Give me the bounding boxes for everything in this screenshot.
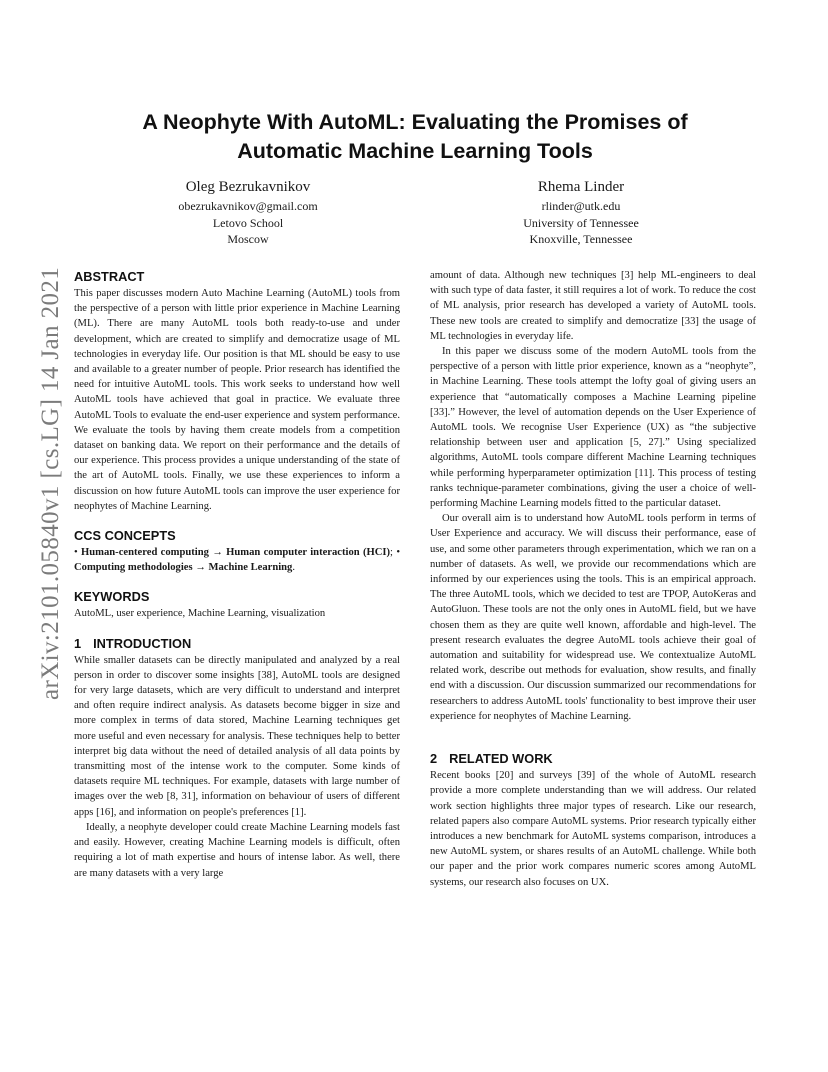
related-work-heading (430, 750, 756, 768)
bullet: • (74, 547, 82, 559)
keywords-text: AutoML, user experience, Machine Learning, visualization (74, 608, 326, 620)
author-block-1 (118, 178, 378, 248)
right-column (430, 268, 756, 890)
bullet: • (396, 547, 401, 559)
ccs-concepts (74, 545, 400, 575)
period: . (292, 562, 296, 574)
intro-paragraph-3: In this paper we discuss some of the modern AutoML tools from the perspective of a person with little prior experience, known as a “neophyte”, in Machine Learning. These tools attempt the lofty goal of giving users an experience that “automatically composes a Machine Learning pipeline [33].” However, the level of automation depends on the User Experience of AutoML tools. We recognise User Experience (UX) as “the subjective relationship between user and application [5, 27].” Using specialized algorithms, AutoML tools compare different Machine Learning techniques while performing hyperparameter optimization [11]. This process of testing ranks technique-parameter combinations, giving the user a choice of well-performing Machine Learning models fitted to the particular dataset. (430, 346, 756, 510)
section-number: 2 (430, 751, 438, 767)
arxiv-identifier: arXiv:2101.05840v1 [cs.LG] 14 Jan 2021 (37, 266, 64, 700)
author-affiliation: Letovo School (212, 215, 284, 230)
separator: ; (390, 547, 397, 559)
section-number: 1 (74, 635, 82, 651)
author-location: Moscow (227, 232, 269, 246)
author-block-2 (451, 178, 711, 248)
author-email: rlinder@utk.edu (541, 199, 621, 213)
intro-paragraph-2: Ideally, a neophyte developer could create Machine Learning models fast and easily. However, creating Machine Learning models is difficult, often requiring a lot of math expertise and hours of intense labor. As well, there are many datasets with a very large (74, 821, 400, 879)
author-name: Rhema Linder (537, 179, 625, 195)
abstract-text: This paper discusses modern Auto Machine Learning (AutoML) tools from the perspective of a person with little prior experience in Machine Learning (ML). There are many AutoML tools both ready-to-use and under development, which are created to simplify and democratize usage of ML technologies in everyday life. Our position is that ML should be easy to use and available to a greater number of people. Prior research has identified the need for intuitive AutoML tools. This work seeks to understand how well AutoML tools have achieved that goal in practice. We evaluate three AutoML Tools to evaluate the end-user experience and system performance. We evaluate the tools by having them create models from a competition dataset on banking data. We report on their performance and the details of our experience. This process provides a unique understanding of the state of the art of AutoML tools. Finally, we use these experiences to inform a discussion on how future AutoML tools can improve the user experience for neophytes of Machine Learning. (74, 288, 400, 512)
intro-paragraph-4: Our overall aim is to understand how AutoML tools perform in terms of User Experience and accuracy. We will discuss their performance, ease of use, and some other parameters through experimentation, which we ran on a number of datasets. As well, we provide our recommendations which are informed by our experiences using the tools. This is an empirical approach. The three AutoML tools, which we decided to test are TPOP, AutoKeras and AutoGluon. These tools are not the only ones in AutoML field, but we have chosen them as they are quite well known, affordable and high-level. The present research evaluates the degree AutoML tools achieve their goal of automation and suitability for widespread use. We contextualize AutoML related work, describe out methods for evaluation, show results, and finally end with a discussion. Our discussion summarized our recommendations for researchers to address AutoML tools' functionality to best improve their user experience for neophytes of Machine Learning. (430, 513, 756, 722)
related-paragraph-1: Recent books [20] and surveys [39] of the whole of AutoML research provide a more complete understanding than we will address. Our related work section highlights three major types of research. Like our research, related papers also compare AutoML systems. Prior research typically either introduces a new benchmark for AutoML systems comparison, introduces a new AutoML system, or shares results of an AutoML challenge. While both our paper and the prior work compares numeric scores among AutoML systems, our research also focuses on UX. (430, 770, 756, 888)
ccs-heading: CCS CONCEPTS (74, 528, 176, 544)
intro-paragraph-2-continued: amount of data. Although new techniques [3] help ML-engineers to deal with such type of data faster, it still requires a lot of work. To reduce the cost of ML analysis, prior research has developed a variety of AutoML tools. These new tools are created to simplify and democratize [33] the usage of ML technologies in everyday life. (430, 270, 756, 342)
title-line-1: A Neophyte With AutoML: Evaluating the Promises of (142, 110, 688, 134)
intro-heading (74, 635, 400, 653)
section-title: RELATED WORK (449, 751, 553, 767)
ccs-concept-1: Human-centered computing → Human computer interaction (HCI) (81, 547, 391, 559)
author-location: Knoxville, Tennessee (529, 232, 633, 246)
author-name: Oleg Bezrukavnikov (185, 179, 311, 195)
author-email: obezrukavnikov@gmail.com (178, 199, 318, 213)
keywords-heading: KEYWORDS (74, 589, 150, 605)
title-line-2: Automatic Machine Learning Tools (237, 139, 593, 163)
ccs-concept-2: Computing methodologies → Machine Learning (74, 562, 293, 574)
left-column (74, 268, 400, 881)
paper-title (90, 108, 740, 166)
abstract-heading: ABSTRACT (74, 269, 145, 284)
intro-paragraph-1: While smaller datasets can be directly manipulated and analyzed by a real person in order to discover some insights [38], AutoML tools are designed for very large datasets, which are very difficult to understand and interpret and often require indirect analysis. As datasets become bigger in size and more complex in terms of data stored, Machine Learning techniques get more useful and even necessary for analysis. These techniques help to better interpret big data without the need of detailed analysis of all data points by transmitting most of the intense work to the computer. Some kinds of datasets require ML techniques. For example, datasets with large number of images over the web [8, 31], information on behaviour of users of different apps [16], and information on people's preferences [1]. (74, 654, 400, 818)
section-title: INTRODUCTION (93, 635, 192, 651)
author-affiliation: University of Tennessee (523, 215, 639, 230)
